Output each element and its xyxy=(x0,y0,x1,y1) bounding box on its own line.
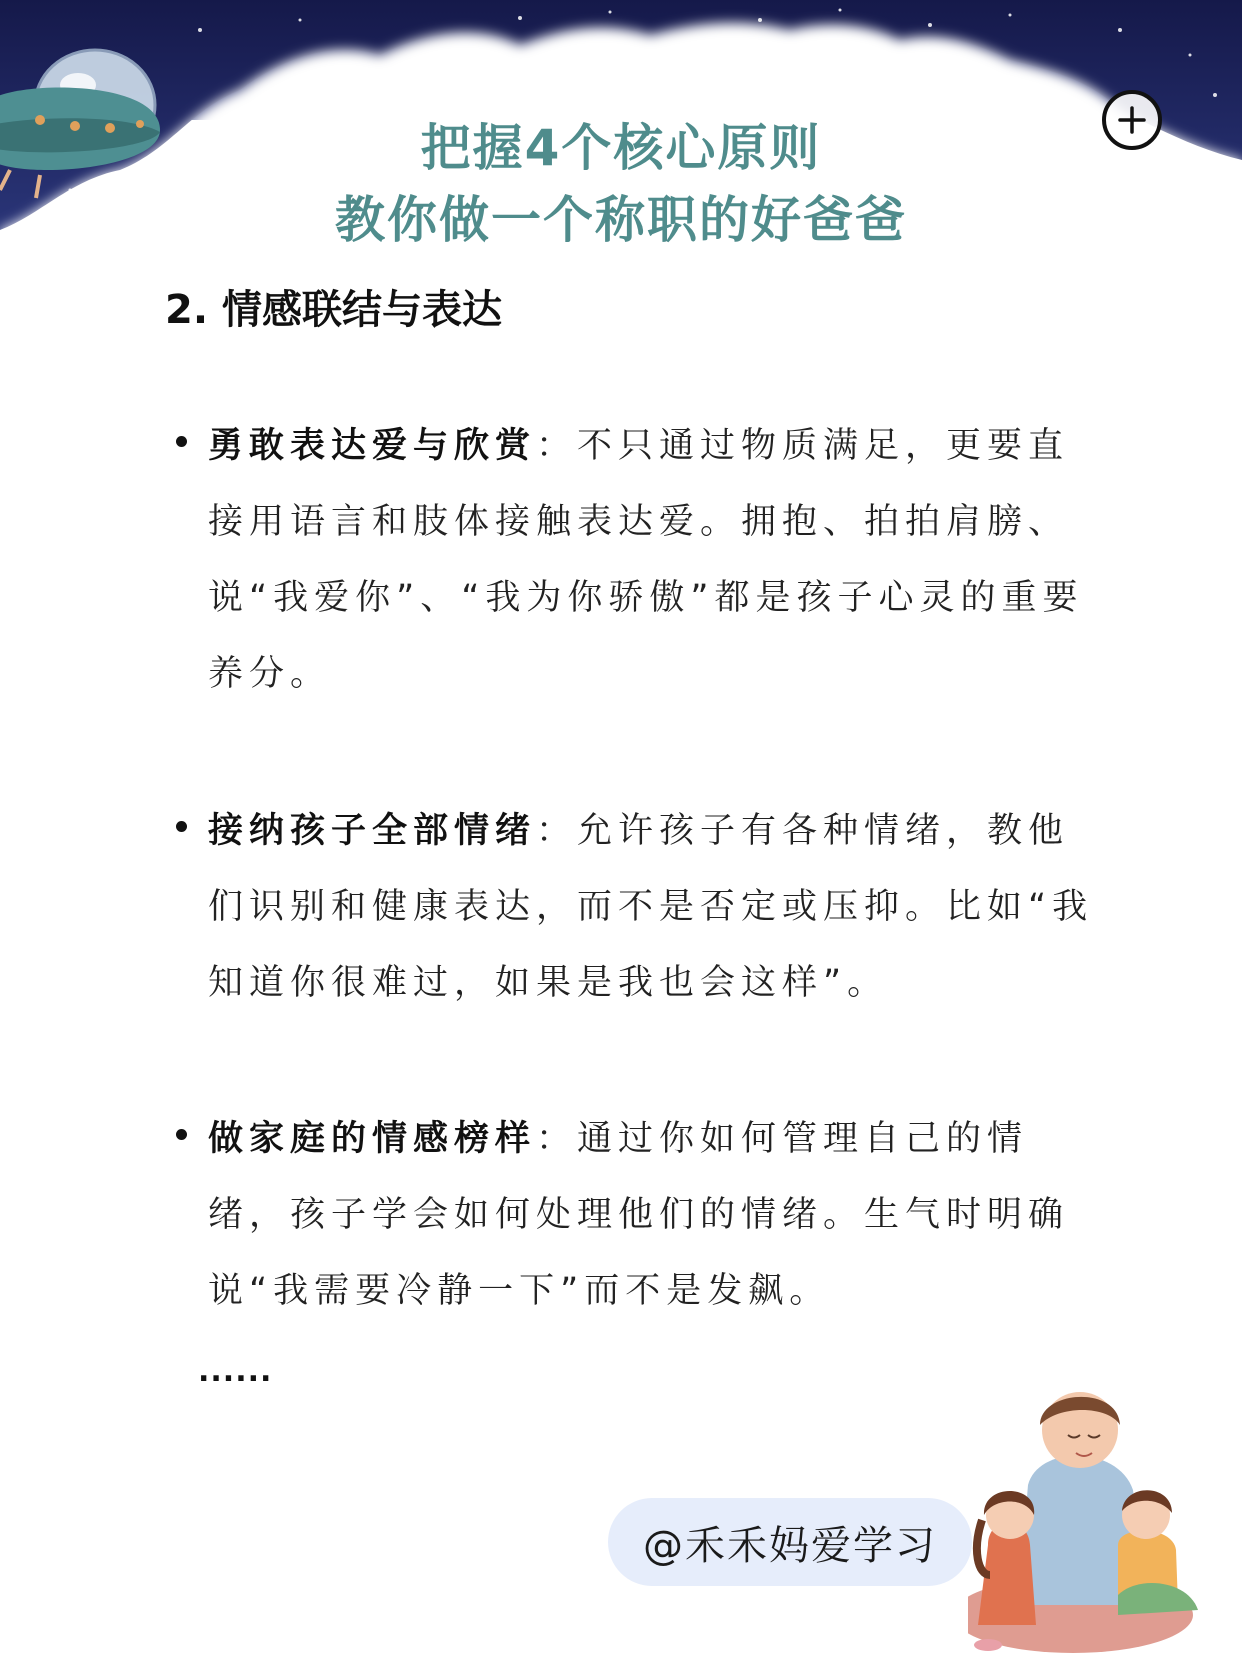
list-item-separator: ： xyxy=(536,426,578,466)
page-title-line-2: 教你做一个称职的好爸爸 xyxy=(335,191,907,249)
family-illustration xyxy=(968,1375,1242,1660)
list-item xyxy=(168,1101,1108,1329)
list-item-text: 允许孩子有各种情绪，教他们识别和健康表达，而不是否定或压抑。比如“我知道你很难过，如果是我也会这样”。 xyxy=(208,811,1094,1003)
author-handle-text: @禾禾妈爱学习 xyxy=(643,1522,937,1569)
list-item-text: 不只通过物质满足，更要直接用语言和肢体接触表达爱。拥抱、拍拍肩膀、说“我爱你”、“我为你骄傲”都是孩子心灵的重要养分。 xyxy=(208,426,1084,694)
list-item-text: 通过你如何管理自己的情绪，孩子学会如何处理他们的情绪。生气时明确说“我需要冷静一下”而不是发飙。 xyxy=(208,1119,1070,1311)
page-title-line-1: 把握4个核心原则 xyxy=(420,119,822,177)
author-handle[interactable] xyxy=(608,1498,972,1586)
list-item-body xyxy=(208,408,1108,712)
list-item-heading: 勇敢表达爱与欣赏 xyxy=(208,426,537,466)
bullet-icon xyxy=(176,821,187,832)
list-item-body xyxy=(208,1101,1108,1329)
list-item-separator: ： xyxy=(536,1119,578,1159)
list-item-heading: 做家庭的情感榜样 xyxy=(208,1119,537,1159)
list-item-body xyxy=(208,793,1108,1021)
list-item-heading: 接纳孩子全部情绪 xyxy=(208,811,537,851)
ellipsis: ...... xyxy=(198,1354,273,1389)
add-button[interactable] xyxy=(1102,90,1162,150)
bullet-icon xyxy=(176,1129,187,1140)
section-title: 2. 情感联结与表达 xyxy=(165,287,502,333)
plus-circle-icon xyxy=(1117,105,1147,135)
list-item xyxy=(168,793,1108,1021)
list-item-separator: ： xyxy=(536,811,578,851)
list-item xyxy=(168,408,1108,712)
bullet-icon xyxy=(176,436,187,447)
